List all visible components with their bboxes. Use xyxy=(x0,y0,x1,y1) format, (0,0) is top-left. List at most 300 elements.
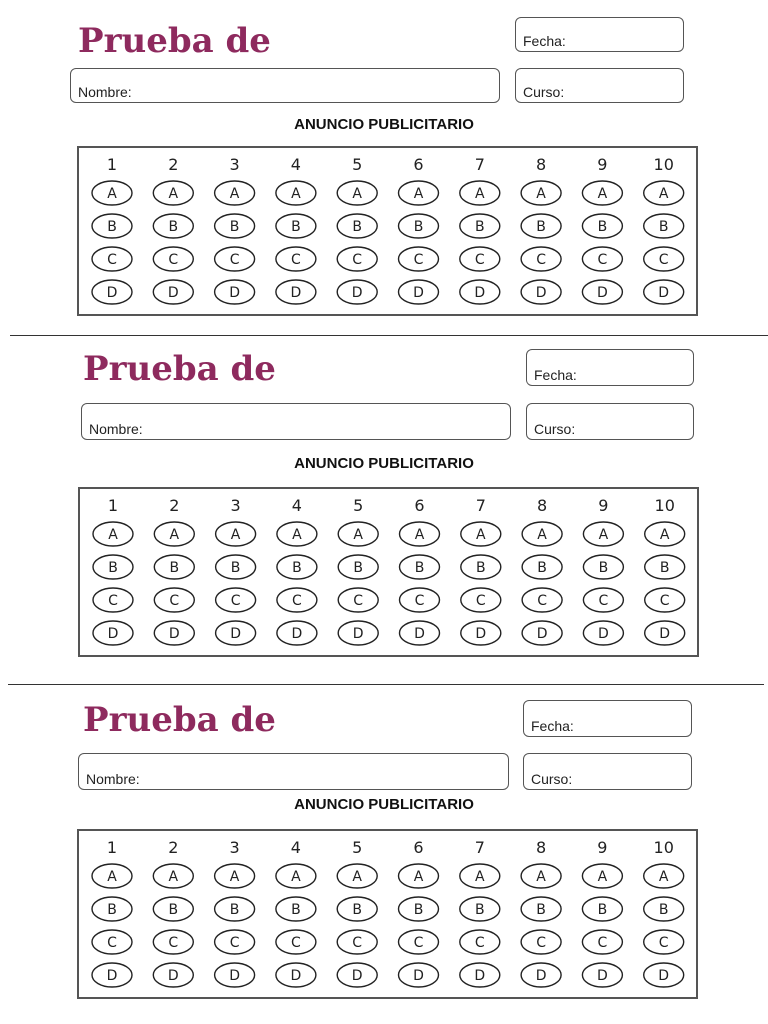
answer-bubble-q8-d[interactable] xyxy=(522,621,562,645)
question-number-6: 6 xyxy=(414,496,425,515)
answer-bubble-q10-c[interactable] xyxy=(644,247,684,271)
answer-bubble-q7-b[interactable] xyxy=(460,214,500,238)
answer-bubble-q10-d[interactable] xyxy=(645,621,685,645)
curso-field[interactable] xyxy=(526,403,694,440)
answer-bubble-q8-b[interactable] xyxy=(521,214,561,238)
question-number-10: 10 xyxy=(654,496,675,515)
bubble-letter: D xyxy=(106,285,118,301)
bubble-letter: C xyxy=(107,252,117,268)
bubble-letter: C xyxy=(474,935,485,951)
bubble-letter: C xyxy=(107,935,117,951)
question-number-10: 10 xyxy=(653,155,674,174)
question-number-8: 8 xyxy=(537,496,548,515)
answer-bubble-q9-d[interactable] xyxy=(582,280,622,304)
bubble-letter: A xyxy=(597,186,608,202)
bubble-letter: B xyxy=(414,560,425,576)
answer-bubble-q5-b[interactable] xyxy=(337,214,377,238)
answer-bubble-q1-a[interactable] xyxy=(92,181,132,205)
answer-bubble-q2-d[interactable] xyxy=(153,963,193,987)
bubble-letter: B xyxy=(169,560,180,576)
answer-bubble-q5-a[interactable] xyxy=(338,522,378,546)
nombre-field[interactable] xyxy=(70,68,500,103)
bubble-letter: C xyxy=(413,252,424,268)
answer-bubble-q3-c[interactable] xyxy=(216,588,256,612)
answer-bubble-q9-c[interactable] xyxy=(582,930,622,954)
answer-bubble-q1-a[interactable] xyxy=(93,522,133,546)
bubble-letter: C xyxy=(229,935,240,951)
answer-bubble-q8-c[interactable] xyxy=(521,930,561,954)
answer-bubble-q6-d[interactable] xyxy=(399,280,439,304)
answer-bubble-q3-b[interactable] xyxy=(215,214,255,238)
question-number-2: 2 xyxy=(168,838,179,857)
bubble-letter: A xyxy=(168,186,179,202)
answer-bubble-q6-a[interactable] xyxy=(399,181,439,205)
answer-bubble-q2-a[interactable] xyxy=(154,522,194,546)
curso-label: Curso: xyxy=(523,84,565,100)
bubble-letter: C xyxy=(537,593,547,609)
answer-bubble-q8-a[interactable] xyxy=(521,181,561,205)
answer-bubble-q1-c[interactable] xyxy=(92,930,132,954)
bubble-letter: A xyxy=(169,527,180,543)
bubble-letter: D xyxy=(475,626,487,642)
sheet-title: Prueba de xyxy=(83,700,276,740)
answer-bubble-q2-d[interactable] xyxy=(154,621,194,645)
bubble-letter: B xyxy=(229,219,240,235)
answer-bubble-q2-c[interactable] xyxy=(153,930,193,954)
answer-bubble-q6-c[interactable] xyxy=(399,930,439,954)
bubble-letter: B xyxy=(168,902,179,918)
bubble-letter: B xyxy=(291,902,301,918)
answer-bubble-q3-c[interactable] xyxy=(215,247,255,271)
answer-bubble-q4-c[interactable] xyxy=(276,247,316,271)
bubble-letter: B xyxy=(536,902,546,918)
answer-bubble-q4-b[interactable] xyxy=(276,214,316,238)
question-number-6: 6 xyxy=(413,155,424,174)
bubble-letter: C xyxy=(659,593,670,609)
question-number-1: 1 xyxy=(106,155,118,174)
bubble-letter: B xyxy=(598,560,609,576)
bubble-letter: C xyxy=(168,252,179,268)
bubble-letter: A xyxy=(659,527,670,543)
answer-bubble-q9-b[interactable] xyxy=(582,214,622,238)
answer-bubble-q4-d[interactable] xyxy=(277,621,317,645)
answer-bubble-q8-c[interactable] xyxy=(522,588,562,612)
bubble-letter: C xyxy=(658,252,669,268)
answer-bubble-q4-d[interactable] xyxy=(276,280,316,304)
bubble-letter: A xyxy=(475,869,485,885)
answer-bubble-q3-b[interactable] xyxy=(215,897,255,921)
fecha-field[interactable] xyxy=(515,17,684,52)
bubble-letter: D xyxy=(597,285,608,301)
answer-bubble-q7-b[interactable] xyxy=(461,555,501,579)
question-number-9: 9 xyxy=(597,838,608,857)
answer-bubble-q2-a[interactable] xyxy=(153,181,193,205)
nombre-label: Nombre: xyxy=(86,771,140,787)
answer-grid xyxy=(78,487,699,657)
answer-bubble-q2-a[interactable] xyxy=(153,864,193,888)
answer-bubble-q9-d[interactable] xyxy=(582,963,622,987)
bubble-letter: D xyxy=(229,968,240,984)
answer-bubble-q3-c[interactable] xyxy=(215,930,255,954)
bubble-letter: B xyxy=(168,219,179,235)
question-number-2: 2 xyxy=(169,496,180,515)
answer-bubble-q8-a[interactable] xyxy=(521,864,561,888)
bubble-letter: C xyxy=(291,252,301,268)
bubble-letter: D xyxy=(291,626,303,642)
answer-bubble-q5-a[interactable] xyxy=(337,864,377,888)
bubble-letter: C xyxy=(658,935,669,951)
bubble-letter: D xyxy=(536,626,548,642)
curso-label: Curso: xyxy=(534,421,576,437)
bubble-letter: D xyxy=(167,968,179,984)
bubble-letter: D xyxy=(290,285,302,301)
answer-bubble-q1-d[interactable] xyxy=(92,280,132,304)
answer-bubble-q7-b[interactable] xyxy=(460,897,500,921)
bubble-letter: B xyxy=(353,560,364,576)
answer-bubble-q6-b[interactable] xyxy=(400,555,440,579)
bubble-letter: C xyxy=(597,252,608,268)
bubble-letter: C xyxy=(597,935,608,951)
answer-bubble-q9-d[interactable] xyxy=(583,621,623,645)
answer-bubble-q8-d[interactable] xyxy=(521,963,561,987)
answer-bubble-q3-a[interactable] xyxy=(215,181,255,205)
answer-bubble-q5-b[interactable] xyxy=(337,897,377,921)
bubble-letter: D xyxy=(107,626,119,642)
answer-bubble-q1-b[interactable] xyxy=(92,897,132,921)
bubble-letter: D xyxy=(474,968,486,984)
bubble-letter: D xyxy=(351,285,363,301)
answer-bubble-q2-c[interactable] xyxy=(153,247,193,271)
bubble-letter: D xyxy=(658,285,670,301)
bubble-letter: B xyxy=(597,219,608,235)
curso-field[interactable] xyxy=(515,68,684,103)
bubble-letter: C xyxy=(475,593,486,609)
question-number-9: 9 xyxy=(598,496,609,515)
bubble-letter: C xyxy=(353,593,364,609)
bubble-letter: A xyxy=(291,869,301,885)
answer-bubble-q9-b[interactable] xyxy=(582,897,622,921)
bubble-letter: B xyxy=(537,560,547,576)
answer-bubble-q5-d[interactable] xyxy=(338,621,378,645)
bubble-letter: D xyxy=(168,626,180,642)
bubble-letter: B xyxy=(474,219,485,235)
answer-bubble-q5-d[interactable] xyxy=(337,963,377,987)
answer-bubble-q6-c[interactable] xyxy=(399,247,439,271)
bubble-letter: D xyxy=(413,285,424,301)
question-number-5: 5 xyxy=(352,155,363,174)
answer-bubble-q2-b[interactable] xyxy=(154,555,194,579)
answer-bubble-q6-d[interactable] xyxy=(399,963,439,987)
answer-bubble-q10-a[interactable] xyxy=(644,181,684,205)
answer-bubble-q9-a[interactable] xyxy=(583,522,623,546)
question-number-5: 5 xyxy=(353,496,364,515)
bubble-letter: C xyxy=(413,935,424,951)
answer-bubble-q4-c[interactable] xyxy=(276,930,316,954)
answer-bubble-q10-c[interactable] xyxy=(645,588,685,612)
answer-bubble-q4-a[interactable] xyxy=(276,864,316,888)
answer-bubble-q10-b[interactable] xyxy=(644,897,684,921)
question-number-4: 4 xyxy=(290,155,301,174)
bubble-letter: A xyxy=(292,527,302,543)
answer-bubble-q5-d[interactable] xyxy=(337,280,377,304)
answer-bubble-q5-c[interactable] xyxy=(337,247,377,271)
section-heading: ANUNCIO PUBLICITARIO xyxy=(294,116,474,133)
bubble-letter: B xyxy=(229,902,240,918)
question-number-9: 9 xyxy=(597,155,608,174)
bubble-letter: C xyxy=(169,593,180,609)
bubble-letter: A xyxy=(537,527,547,543)
answer-bubble-q9-a[interactable] xyxy=(582,181,622,205)
bubble-letter: B xyxy=(352,219,363,235)
answer-bubble-q6-c[interactable] xyxy=(400,588,440,612)
bubble-letter: B xyxy=(352,902,363,918)
answer-bubble-q10-d[interactable] xyxy=(644,280,684,304)
answer-bubble-q7-d[interactable] xyxy=(460,280,500,304)
bubble-letter: D xyxy=(413,968,424,984)
fecha-label: Fecha: xyxy=(523,33,566,49)
bubble-letter: A xyxy=(658,186,669,202)
answer-bubble-q8-c[interactable] xyxy=(521,247,561,271)
question-number-4: 4 xyxy=(291,496,302,515)
answer-bubble-q4-b[interactable] xyxy=(277,555,317,579)
bubble-letter: B xyxy=(597,902,608,918)
question-number-4: 4 xyxy=(290,838,301,857)
bubble-letter: D xyxy=(352,626,364,642)
answer-bubble-q1-d[interactable] xyxy=(92,963,132,987)
answer-bubble-q3-d[interactable] xyxy=(216,621,256,645)
cut-line-2 xyxy=(8,684,764,685)
bubble-letter: D xyxy=(535,285,547,301)
bubble-letter: C xyxy=(598,593,609,609)
answer-bubble-q2-b[interactable] xyxy=(153,214,193,238)
answer-bubble-q7-c[interactable] xyxy=(460,930,500,954)
nombre-label: Nombre: xyxy=(78,84,132,100)
answer-bubble-q1-a[interactable] xyxy=(92,864,132,888)
answer-bubble-q9-c[interactable] xyxy=(583,588,623,612)
answer-bubble-q10-a[interactable] xyxy=(645,522,685,546)
answer-bubble-q8-d[interactable] xyxy=(521,280,561,304)
bubble-letter: C xyxy=(229,252,240,268)
bubble-letter: B xyxy=(413,219,424,235)
answer-bubble-q3-a[interactable] xyxy=(215,864,255,888)
bubble-letter: A xyxy=(107,186,117,202)
question-number-1: 1 xyxy=(107,496,119,515)
bubble-letter: C xyxy=(536,252,546,268)
bubble-letter: B xyxy=(292,560,302,576)
answer-bubble-q7-a[interactable] xyxy=(460,864,500,888)
bubble-letter: A xyxy=(598,527,609,543)
answer-bubble-q6-d[interactable] xyxy=(400,621,440,645)
answer-bubble-q4-a[interactable] xyxy=(276,181,316,205)
answer-bubble-q4-b[interactable] xyxy=(276,897,316,921)
bubble-letter: C xyxy=(536,935,546,951)
bubble-letter: A xyxy=(658,869,669,885)
bubble-letter: A xyxy=(168,869,179,885)
answer-bubble-q10-a[interactable] xyxy=(644,864,684,888)
bubble-letter: A xyxy=(229,869,240,885)
answer-bubble-q1-d[interactable] xyxy=(93,621,133,645)
question-number-7: 7 xyxy=(474,838,485,857)
bubble-letter: B xyxy=(475,560,486,576)
question-number-6: 6 xyxy=(413,838,424,857)
bubble-letter: C xyxy=(291,935,301,951)
answer-bubble-q10-b[interactable] xyxy=(644,214,684,238)
bubble-letter: D xyxy=(474,285,486,301)
bubble-letter: C xyxy=(108,593,118,609)
bubble-letter: D xyxy=(598,626,609,642)
bubble-letter: B xyxy=(474,902,485,918)
answer-bubble-q2-d[interactable] xyxy=(153,280,193,304)
fecha-label: Fecha: xyxy=(531,718,574,734)
bubble-letter: D xyxy=(535,968,547,984)
question-number-3: 3 xyxy=(230,496,241,515)
question-number-2: 2 xyxy=(168,155,179,174)
answer-bubble-q5-c[interactable] xyxy=(337,930,377,954)
bubble-letter: A xyxy=(536,869,546,885)
bubble-letter: A xyxy=(476,527,486,543)
answer-bubble-q3-d[interactable] xyxy=(215,963,255,987)
bubble-letter: B xyxy=(658,902,669,918)
bubble-letter: A xyxy=(229,186,240,202)
nombre-field[interactable] xyxy=(81,403,511,440)
answer-bubble-q9-c[interactable] xyxy=(582,247,622,271)
bubble-letter: C xyxy=(292,593,302,609)
bubble-letter: B xyxy=(108,560,118,576)
bubble-letter: D xyxy=(351,968,363,984)
answer-grid xyxy=(77,146,698,316)
nombre-field[interactable] xyxy=(78,753,509,790)
bubble-letter: B xyxy=(413,902,424,918)
bubble-letter: A xyxy=(230,527,241,543)
answer-bubble-q10-d[interactable] xyxy=(644,963,684,987)
answer-bubble-q1-b[interactable] xyxy=(92,214,132,238)
answer-bubble-q7-c[interactable] xyxy=(461,588,501,612)
answer-bubble-q6-a[interactable] xyxy=(399,864,439,888)
bubble-letter: A xyxy=(414,527,425,543)
answer-bubble-q6-b[interactable] xyxy=(399,897,439,921)
answer-bubble-q7-d[interactable] xyxy=(460,963,500,987)
question-number-7: 7 xyxy=(474,155,485,174)
bubble-letter: A xyxy=(413,869,424,885)
answer-bubble-q5-a[interactable] xyxy=(337,181,377,205)
bubble-letter: A xyxy=(597,869,608,885)
answer-grid xyxy=(77,829,698,999)
bubble-letter: B xyxy=(291,219,301,235)
answer-bubble-q5-b[interactable] xyxy=(338,555,378,579)
answer-bubble-q6-b[interactable] xyxy=(399,214,439,238)
bubble-letter: D xyxy=(167,285,179,301)
answer-bubble-q3-a[interactable] xyxy=(216,522,256,546)
sheet-title: Prueba de xyxy=(83,349,276,389)
bubble-letter: A xyxy=(353,527,363,543)
bubble-grid xyxy=(79,831,696,997)
answer-bubble-q9-b[interactable] xyxy=(583,555,623,579)
bubble-letter: C xyxy=(230,593,241,609)
answer-bubble-q4-d[interactable] xyxy=(276,963,316,987)
bubble-letter: B xyxy=(107,902,117,918)
answer-bubble-q5-c[interactable] xyxy=(338,588,378,612)
bubble-letter: D xyxy=(659,626,671,642)
bubble-letter: D xyxy=(290,968,302,984)
bubble-letter: D xyxy=(597,968,608,984)
bubble-letter: D xyxy=(414,626,425,642)
question-number-8: 8 xyxy=(536,155,547,174)
fecha-label: Fecha: xyxy=(534,367,577,383)
curso-label: Curso: xyxy=(531,771,573,787)
answer-bubble-q4-a[interactable] xyxy=(277,522,317,546)
section-heading: ANUNCIO PUBLICITARIO xyxy=(294,796,474,813)
answer-bubble-q7-a[interactable] xyxy=(460,181,500,205)
question-number-1: 1 xyxy=(106,838,118,857)
bubble-letter: C xyxy=(414,593,425,609)
bubble-letter: D xyxy=(658,968,670,984)
answer-bubble-q7-d[interactable] xyxy=(461,621,501,645)
answer-bubble-q2-b[interactable] xyxy=(153,897,193,921)
bubble-grid xyxy=(80,489,697,655)
answer-bubble-q4-c[interactable] xyxy=(277,588,317,612)
answer-bubble-q10-c[interactable] xyxy=(644,930,684,954)
answer-bubble-q10-b[interactable] xyxy=(645,555,685,579)
bubble-letter: A xyxy=(413,186,424,202)
bubble-letter: B xyxy=(536,219,546,235)
curso-field[interactable] xyxy=(523,753,692,790)
bubble-letter: D xyxy=(106,968,118,984)
answer-bubble-q8-a[interactable] xyxy=(522,522,562,546)
answer-bubble-q8-b[interactable] xyxy=(522,555,562,579)
answer-bubble-q7-a[interactable] xyxy=(461,522,501,546)
question-number-5: 5 xyxy=(352,838,363,857)
bubble-letter: A xyxy=(352,186,362,202)
answer-bubble-q7-c[interactable] xyxy=(460,247,500,271)
bubble-letter: B xyxy=(230,560,241,576)
question-number-3: 3 xyxy=(229,838,240,857)
bubble-letter: A xyxy=(475,186,485,202)
section-heading: ANUNCIO PUBLICITARIO xyxy=(294,455,474,472)
answer-bubble-q6-a[interactable] xyxy=(400,522,440,546)
answer-bubble-q3-d[interactable] xyxy=(215,280,255,304)
bubble-letter: A xyxy=(291,186,301,202)
answer-bubble-q1-c[interactable] xyxy=(93,588,133,612)
answer-bubble-q9-a[interactable] xyxy=(582,864,622,888)
bubble-letter: B xyxy=(107,219,117,235)
bubble-letter: D xyxy=(229,285,240,301)
sheet-title: Prueba de xyxy=(78,21,271,61)
nombre-label: Nombre: xyxy=(89,421,143,437)
bubble-letter: A xyxy=(352,869,362,885)
bubble-letter: D xyxy=(230,626,241,642)
bubble-letter: C xyxy=(352,252,363,268)
answer-bubble-q8-b[interactable] xyxy=(521,897,561,921)
bubble-letter: B xyxy=(658,219,669,235)
answer-bubble-q1-c[interactable] xyxy=(92,247,132,271)
question-number-3: 3 xyxy=(229,155,240,174)
bubble-letter: A xyxy=(536,186,546,202)
question-number-10: 10 xyxy=(653,838,674,857)
fecha-field[interactable] xyxy=(526,349,694,386)
answer-bubble-q3-b[interactable] xyxy=(216,555,256,579)
answer-bubble-q1-b[interactable] xyxy=(93,555,133,579)
bubble-grid xyxy=(79,148,696,314)
bubble-letter: B xyxy=(659,560,670,576)
question-number-7: 7 xyxy=(475,496,486,515)
bubble-letter: A xyxy=(107,869,117,885)
question-number-8: 8 xyxy=(536,838,547,857)
fecha-field[interactable] xyxy=(523,700,692,737)
answer-bubble-q2-c[interactable] xyxy=(154,588,194,612)
bubble-letter: A xyxy=(108,527,118,543)
bubble-letter: C xyxy=(168,935,179,951)
cut-line-1 xyxy=(10,335,768,336)
